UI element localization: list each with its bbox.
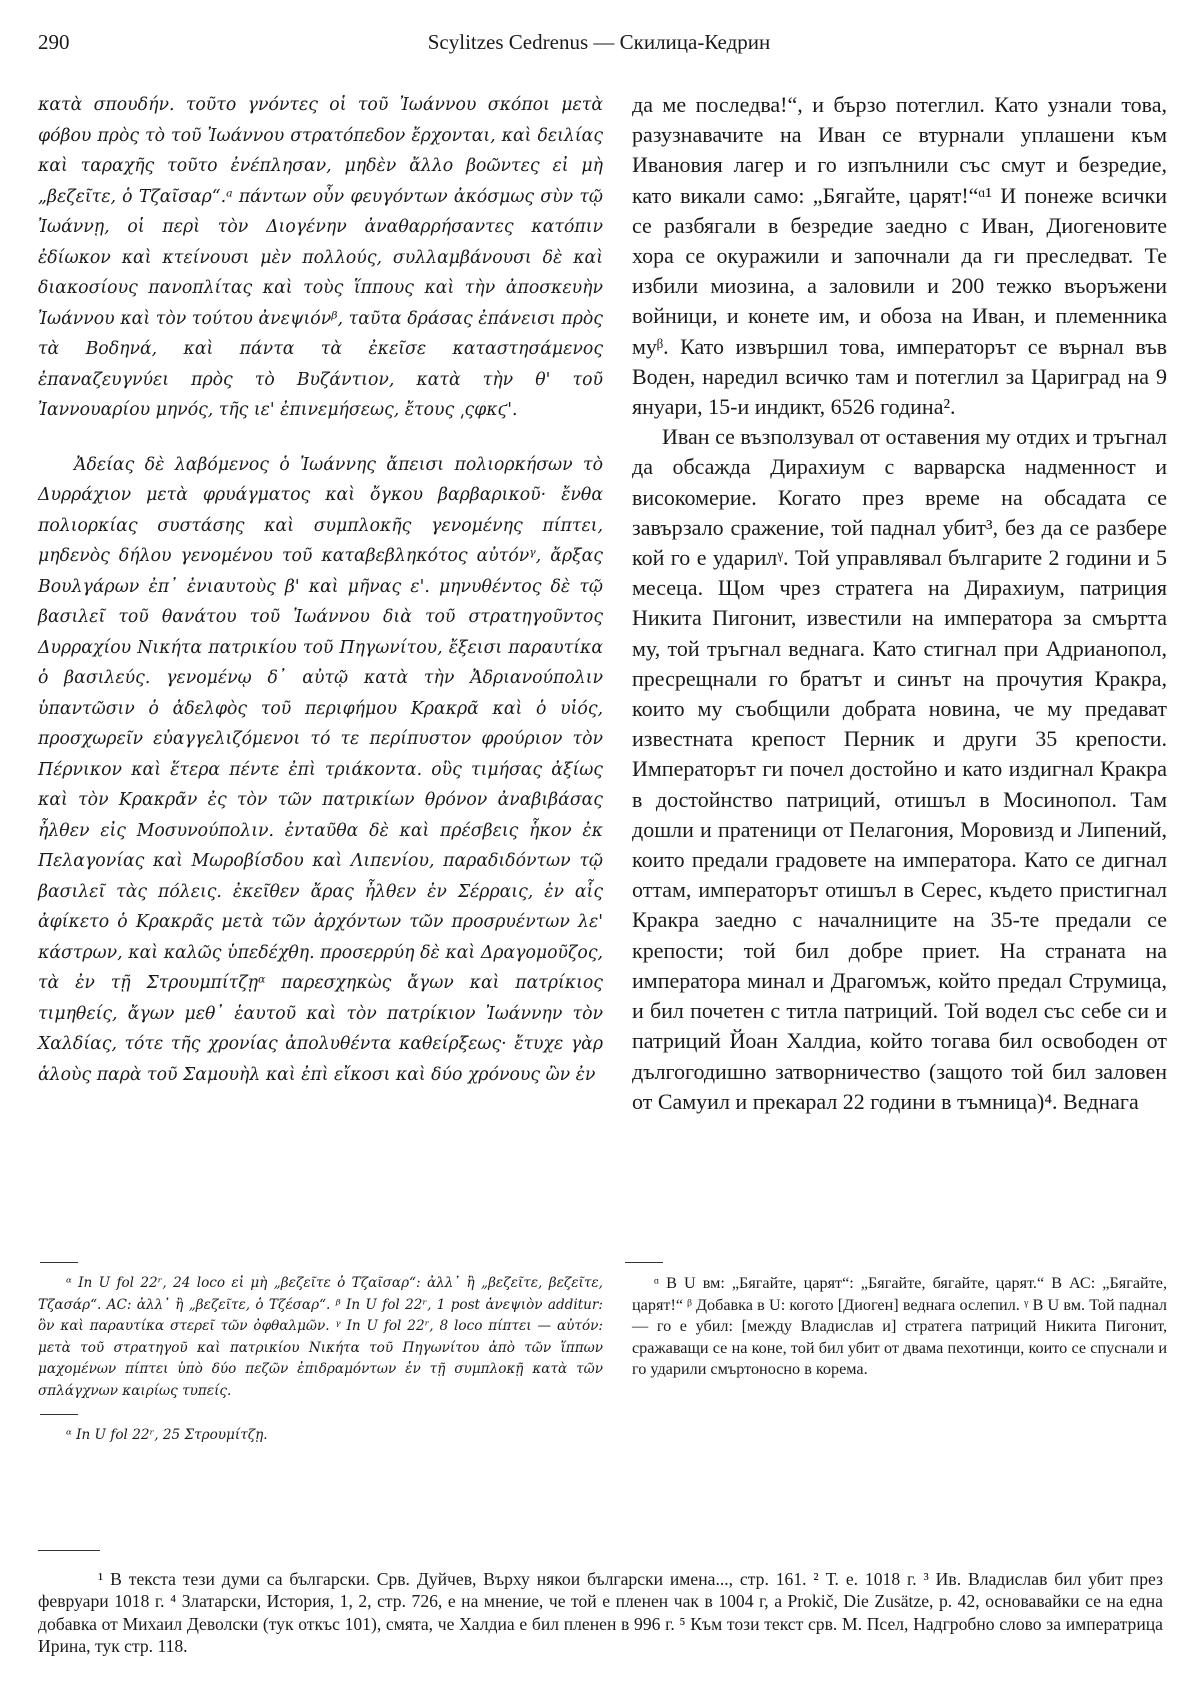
greek-column [38,90,603,1090]
apparatus-divider-inner [40,1414,78,1415]
greek-apparatus-note-1: ᵅ In U fol 22ʳ, 24 loco εἰ μὴ „βεζεῖτε ὁ Τζαῖσαρ“: ἀλλ᾽ ἢ „βεζεῖτε, βεζεῖτε, Τζασάρ“. AC: ἀλλ᾽ ἢ „βεζεῖτε, ὁ Τζέσαρ“. ᵝ In U fol 22ʳ, 1 post ἀνεψιὸν additur: ὃν καὶ παραυτίκα στερεῖ τῶν ὀφθαλμῶν. ᵞ In U fol 22ʳ, 8 loco πίπτει — αὐτόν: μετὰ τοῦ στρατηγοῦ καὶ πατρικίου Νικήτα τοῦ Πηγωνίτου ἀπὸ τῶν ἵππων μαχομένων πίπτει ὑπὸ δύο πεζῶν ἐπιδραμόντων ἐν τῇ συμπλοκῇ κατὰ τῶν σπλάγχνων καιρίως τυπείς. [38,1275,603,1399]
greek-apparatus-note-2: ᵅ In U fol 22ʳ, 25 Στρουμίτζῃ. [66,1427,268,1443]
bulgarian-apparatus [632,1273,1167,1381]
bottom-footnotes: ¹ В текста тези думи са български. Срв. Дуйчев, Върху някои български имена..., стр. 161. ² Т. е. 1018 г. ³ Ив. Владислав бил убит през февруари 1018 г. ⁴ Златарски, История, 1, 2, стр. 726, е на мнение, че той е пленен чак в 1004 г, а Prokič, Die Zusätze, p. 42, основавайки се на една добавка от Михаил Деволски (тук откъс 101), смята, че Халдиа е бил пленен в 996 г. ⁵ Към този текст срв. М. Псел, Надгробно слово за императрица Ирина, тук стр. 118. [38,1569,1163,1657]
greek-paragraph-1: κατὰ σπουδήν. τοῦτο γνόντες οἱ τοῦ Ἰωάννου σκόποι μετὰ φόβου πρὸς τὸ τοῦ Ἰωάννου στρατόπεδον ἔρχονται, καὶ δειλίας καὶ ταραχῆς τοῦτο ἐνέπλησαν, μηδὲν ἄλλο βοῶντες εἰ μὴ „βεζεῖτε, ὁ Τζαῖσαρ“.ᵃ πάντων οὖν φευγόντων ἀκόσμως σὺν τῷ Ἰωάννῃ, οἱ περὶ τὸν Διογένην ἀναθαρρήσαντες κατόπιν ἐδίωκον καὶ κτείνουσι μὲν πολλούς, συλλαμβάνουσι δὲ καὶ διακοσίους πανοπλίτας καὶ τοὺς ἵππους καὶ τὴν ἀποσκευὴν Ἰωάννου καὶ τὸν τούτου ἀνεψιόνᵝ, ταῦτα δράσας ἐπάνεισι πρὸς τὰ Βοδηνά, καὶ πάντα τὰ ἐκεῖσε καταστησάμενος ἐπαναζευγνύει πρὸς τὸ Βυζάντιον, κατὰ τὴν θ' τοῦ Ἰαννουαρίου μηνός, τῆς ιε' ἐπινεμήσεως, ἔτους ͵ςφκϛ'. [38,95,603,420]
running-header [38,30,1160,60]
running-title: Scylitzes Cedrenus — Скилица-Кедрин [427,30,771,54]
bulgarian-paragraph-1: да ме последва!“, и бързо потеглил. Като узнали това, разузнавачите на Иван се втурнали уплашени към Ивановия лагер и го изпълнили със смут и безредие, като викали само: „Бягайте, царят!“ᵅ¹ И понеже всички се разбягали в безредие заедно с Иван, Диогеновите хора се окуражили и започнали да ги преследват. Те избили миозина, а заловили и 200 тежко въоръжени войници, и конете им, и обоза на Иван, и племенника муᵝ. Като извършил това, императорът се върнал във Воден, наредил всичко там и потеглил за Цариград на 9 януари, 15-и индикт, 6526 година². [632,92,1167,420]
page-number: 290 [38,30,70,54]
greek-apparatus [38,1273,603,1447]
bulgarian-column [632,90,1167,1117]
footnote-divider [38,1550,100,1551]
greek-paragraph-2: Ἀδείας δὲ λαβόμενος ὁ Ἰωάννης ἄπεισι πολιορκήσων τὸ Δυρράχιον μετὰ φρυάγματος καὶ ὄγκου βαρβαρικοῦ· ἔνθα πολιορκίας συστάσης καὶ συμπλοκῆς γενομένης πίπτει, μηδενὸς δήλου γενομένου τοῦ καταβεβληκότος αὐτόνᵞ, ἄρξας Βουλγάρων ἐπ᾽ ἐνιαυτοὺς β' καὶ μῆνας ε'. μηνυθέντος δὲ τῷ βασιλεῖ τοῦ θανάτου τοῦ Ἰωάννου διὰ τοῦ στρατηγοῦντος Δυρραχίου Νικήτα πατρικίου τοῦ Πηγωνίτου, ἔξεισι παραυτίκα ὁ βασιλεύς. γενομένῳ δ᾽ αὐτῷ κατὰ τὴν Ἀδριανούπολιν ὑπαντῶσιν ὁ ἀδελφὸς τοῦ περιφήμου Κρακρᾶ καὶ ὁ υἱός, προσχωρεῖν εὐαγγελιζόμενοι τό τε περίπυστον φρούριον τὸν Πέρνικον καὶ ἕτερα πέντε ἐπὶ τριάκοντα. οὓς τιμήσας ἀξίως καὶ τὸν Κρακρᾶν ἐς τὸν τῶν πατρικίων θρόνον ἀναβιβάσας ἦλθεν εἰς Μοσυνούπολιν. ἐνταῦθα δὲ καὶ πρέσβεις ἧκον ἐκ Πελαγονίας καὶ Μωροβίσδου καὶ Λιπενίου, παραδιδόντων τῷ βασιλεῖ τὰς πόλεις. ἐκεῖθεν ἄρας ἦλθεν ἐν Σέρραις, ἐν αἷς ἀφίκετο ὁ Κρακρᾶς μετὰ τῶν ἀρχόντων τῶν προσρυέντων λε' κάστρων, καὶ καλῶς ὑπεδέχθη. προσερρύη δὲ καὶ Δραγομοῦζος, τὰ ἐν τῇ Στρουμπίτζῃᵅ παρεσχηκὼς ἄγων καὶ πατρίκιος τιμηθείς, ἄγων μεθ᾽ ἑαυτοῦ καὶ τὸν πατρίκιον Ἰωάννην τὸν Χαλδίας, τότε τῆς χρονίας ἀπολυθέντα καθείρξεως· ἔτυχε γὰρ ἁλοὺς παρὰ τοῦ Σαμουὴλ καὶ ἐπὶ εἴκοσι καὶ δύο χρόνους ὢν ἐν [38,454,603,1085]
bulgarian-apparatus-note: ᵅ В U вм: „Бягайте, царят“: „Бягайте, бягайте, царят.“ В АС: „Бягайте, царят!“ ᵝ Добавка в U: когото [Диоген] веднага ослепил. ᵞ В U вм. Той паднал — го е убил: [между Владислав и] стратега патриций Никита Пигонит, сражаващи се на коне, той бил убит от двама пехотинци, които се спуснали и го ударили смъртоносно в корема. [632,1274,1167,1379]
apparatus-divider-right [625,1262,663,1263]
apparatus-divider-left [40,1262,78,1263]
bulgarian-paragraph-2: Иван се възползувал от оставения му отдих и тръгнал да обсажда Дирахиум с варварска надменност и високомерие. Когато през време на обсадата се завързало сражение, той паднал убит³, без да се разбере кой го е ударилᵞ. Той управлявал българите 2 години и 5 месеца. Щом чрез стратега на Дирахиум, патриция Никита Пигонит, известили на императора за смъртта му, той тръгнал веднага. Като стигнал при Адрианопол, пресрещнали го братът и синът на прочутия Кракра, които му съобщили добрата новина, че му предават известната крепост Перник и други 35 крепости. Императорът ги почел достойно и като издигнал Кракра в достойнство патриций, отишъл в Мосинопол. Там дошли и пратеници от Пелагония, Моровизд и Липений, които предали градовете на императора. Като се дигнал оттам, императорът отишъл в Серес, където пристигнал Кракра заедно с началниците на 35-те предали се крепости; той бил добре приет. На страната на императора минал и Драгомъж, който предал Струмица, и бил почетен с титла патриций. Той водел със себе си и патриций Йоан Халдиа, който тогава бил освободен от дългогодишно затворничество (защото той бил заловен от Самуил и прекарал 22 години в тъмница)⁴. Веднага [632,424,1167,1114]
